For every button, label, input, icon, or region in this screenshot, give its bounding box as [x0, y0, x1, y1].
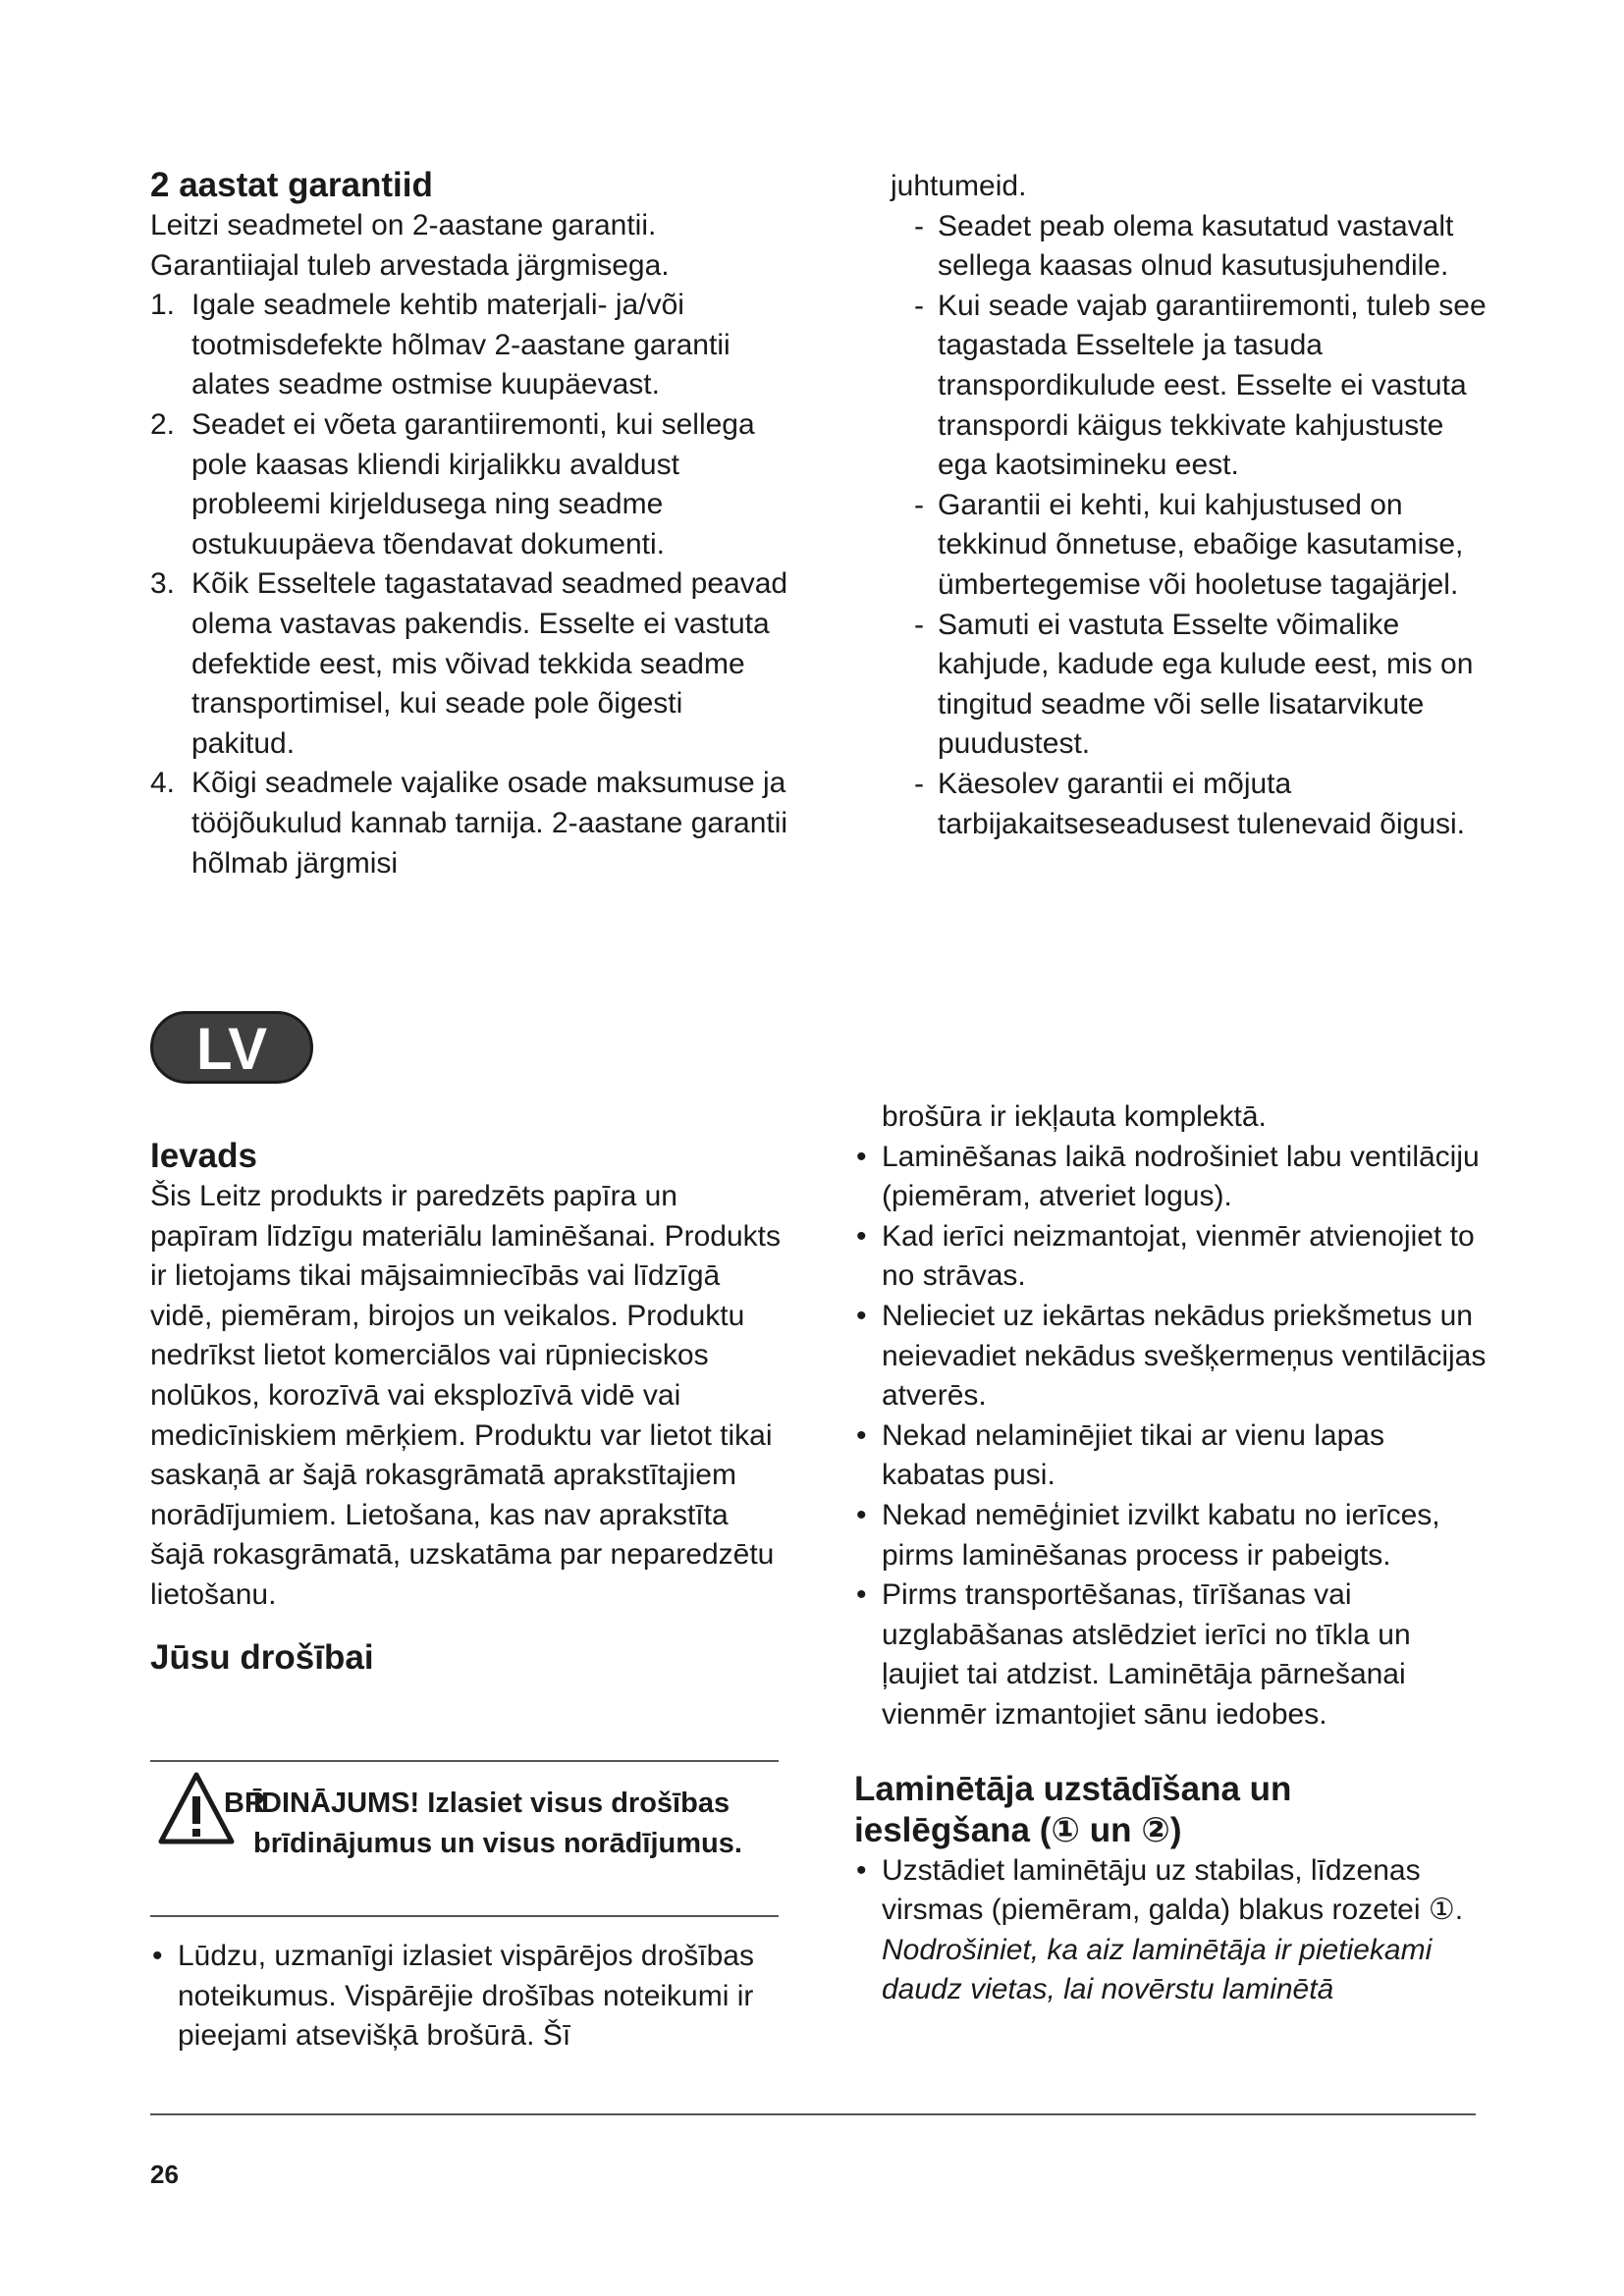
list-item: 4. Kõigi seadmele vajalike osade maksumuse ja tööjõukulud kannab tarnija. 2-aastane garantii hõlmab järgmisi: [150, 767, 788, 880]
lv-safety-heading: Jūsu drošībai: [150, 1637, 374, 1677]
lv-safety-first: [150, 1937, 788, 2056]
list-item: - Samuti ei vastuta Esselte võimalike kahjude, kadude ega kulude eest, mis on tingitud seadme või selle lisatarvikute puudustest.: [914, 608, 1474, 761]
lv-right-column: [854, 1097, 1492, 2010]
list-item: 3. Kõik Esseltele tagastatavad seadmed peavad olema vastavas pakendis. Esselte ei vastuta defektide eest, mis võivad tekkida seadme transportimisel, kui seade pole õigesti pakitud.: [150, 567, 788, 760]
et-warranty-heading: 2 aastat garantiid: [150, 166, 433, 204]
et-warranty-list: [150, 286, 788, 883]
list-item: • Pirms transportēšanas, tīrīšanas vai uzglabāšanas atslēdziet ierīci no tīkla un ļaujiet tai atdzist. Laminētāja pārnešanai vienmēr izmantojiet sānu iedobes.: [856, 1578, 1411, 1731]
et-continuation: juhtumeid.: [891, 170, 1027, 202]
list-item: 2. Seadet ei võeta garantiiremonti, kui sellega pole kaasas kliendi kirjalikku avaldust probleemi kirjeldusega ning seadme ostukuupäeva tõendavat dokumenti.: [150, 407, 755, 561]
page-number: 26: [150, 2160, 179, 2189]
safety-list-start: [150, 1937, 788, 2056]
warning-text: BR ĪDINĀJUMS! Izlasiet visus drošības brīdinājumus un visus norādījumus.: [253, 1784, 764, 1864]
et-left-column: [150, 165, 788, 883]
list-item: • Nelieciet uz iekārtas nekādus priekšmetus un neievadiet nekādus svešķermeņus ventilācijas atverēs.: [856, 1299, 1487, 1413]
list-item: • Kad ierīci neizmantojat, vienmēr atvienojiet to no strāvas.: [856, 1219, 1475, 1293]
warning-bottom-rule: [150, 1915, 779, 1917]
lv-intro-heading: Ievads: [150, 1137, 257, 1175]
lv-setup-note: Nodrošiniet, ka aiz laminētāja ir pietiekami daudz vietas, lai novērstu laminētā: [882, 1933, 1433, 2006]
et-right-column: [891, 167, 1499, 844]
list-item: • Uzstādiet laminētāju uz stabilas, līdzenas virsmas (piemēram, galda) blakus rozetei ①.: [856, 1853, 1464, 1927]
et-conditions-list: [891, 207, 1499, 845]
lv-safety-list: [854, 1138, 1492, 1735]
footer-rule: [150, 2113, 1476, 2115]
warning-prefix: BR: [224, 1788, 265, 1819]
lv-intro-text: Šis Leitz produkts ir paredzēts papīra un papīram līdzīgu materiālu laminēšanai. Produkts ir lietojams tikai mājsaimniecībās vai līdzīgā vidē, piemēram, birojos un veikalos. Produktu nedrīkst lietot komerciālos vai rūpnieciskos nolūkos, korozīvā vai eksplozīvā vidē vai medicīniskiem mērķiem. Produktu var lietot tikai saskaņā ar šajā rokasgrāmatā aprakstītajiem norādījumiem. Lietošana, kas nav aprakstīta šajā rokasgrāmatā, uzskatāma par neparedzētu lietošanu.: [150, 1180, 781, 1611]
list-item: 1. Igale seadmele kehtib materjali- ja/või tootmisdefekte hõlmav 2-aastane garantii alates seadme ostmise kuupäevast.: [150, 289, 731, 401]
warning-top-rule: [150, 1760, 779, 1762]
lv-setup-heading: Laminētāja uzstādīšana un ieslēgšana (① un ②): [854, 1769, 1292, 1849]
list-item: • Laminēšanas laikā nodrošiniet labu ventilāciju (piemēram, atveriet logus).: [856, 1140, 1480, 1213]
list-item: - Seadet peab olema kasutatud vastavalt sellega kaasas olnud kasutusjuhendile.: [914, 209, 1454, 283]
list-item: - Garantii ei kehti, kui kahjustused on tekkinud õnnetuse, ebaõige kasutamise, ümbertegemise või hooletuse tagajärjel.: [914, 488, 1464, 601]
list-item: • Nekad nelaminējiet tikai ar vienu lapas kabatas pusi.: [856, 1418, 1384, 1492]
et-warranty-intro: Leitzi seadmetel on 2-aastane garantii. Garantiiajal tuleb arvestada järgmisega.: [150, 209, 670, 282]
language-badge-lv: LV: [150, 1011, 313, 1084]
list-item: - Kui seade vajab garantiiremonti, tuleb see tagastada Esseltele ja tasuda transpordikulude eest. Esselte ei vastuta transpordi käigus tekkivate kahjustuste ega kaotsimineku eest.: [914, 289, 1487, 482]
list-item: - Käesolev garantii ei mõjuta tarbijakaitseseadusest tulenevaid õigusi.: [914, 767, 1465, 840]
lv-safety-continuation: brošūra ir iekļauta komplektā.: [882, 1100, 1267, 1133]
list-item: • Nekad nemēģiniet izvilkt kabatu no ierīces, pirms laminēšanas process ir pabeigts.: [856, 1498, 1440, 1572]
lv-setup-list: [854, 1851, 1492, 1931]
list-item: • Lūdzu, uzmanīgi izlasiet vispārējos drošības noteikumus. Vispārējie drošības noteikumi ir pieejami atsevišķā brošūrā. Šī: [152, 1940, 754, 2053]
lv-left-column: [150, 1136, 788, 1679]
